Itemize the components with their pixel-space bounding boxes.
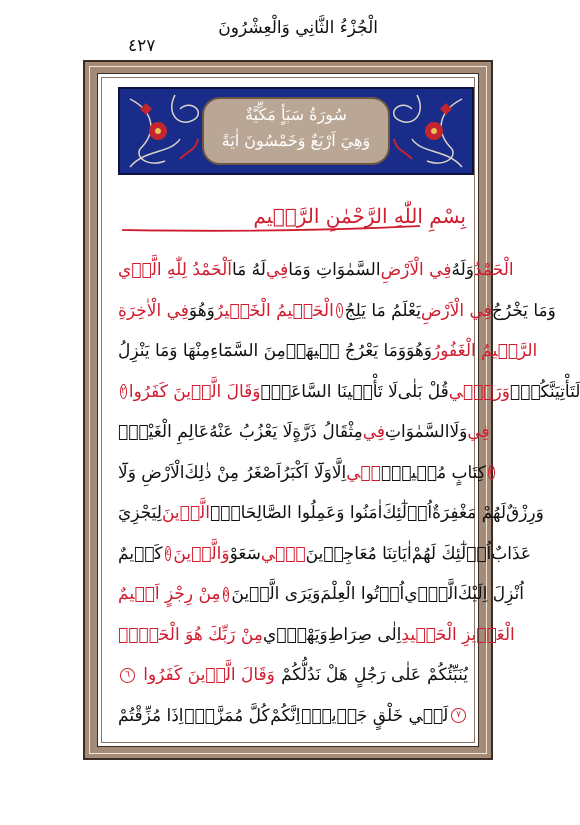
- verse-phrase: اٰمَنُوا وَعَمِلُوا الصَّالِحَاتِۜ: [209, 503, 383, 524]
- sura-verse-count: وَهِيَ اَرْبَعٌ وَخَمْسُونَ اٰيَةً: [221, 131, 371, 150]
- verse-phrase: قُلْ بَلٰى: [397, 381, 449, 402]
- verse-phrase: اَصْغَرُ مِنْ ذٰلِكَ: [184, 462, 282, 483]
- page-frame: [83, 60, 580, 760]
- highlighted-phrase: الْعَز۪يزِ الْحَم۪يدِ: [401, 624, 515, 645]
- verse-phrase: وَلَا: [449, 422, 468, 443]
- verse-line: [118, 331, 538, 372]
- verse-line: [118, 696, 468, 737]
- highlighted-phrase: وَالَّذ۪ينَ: [173, 543, 230, 564]
- sura-header-banner: [118, 87, 474, 175]
- juz-title: الْجُزْءُ الثَّانِي وَالْعِشْرُونَ: [218, 18, 378, 38]
- verse-phrase: لَهُمْ مَغْفِرَةٌ: [432, 503, 507, 524]
- verse-phrase: كَر۪يمٌ: [118, 543, 163, 564]
- highlighted-phrase: الْحَك۪يمُ الْخَب۪يرُ: [214, 300, 334, 321]
- verse-phrase: وَمَا يَخْرُجُ: [491, 300, 556, 321]
- verse-phrase: وَيَرَى الَّذ۪ينَ: [231, 584, 321, 605]
- verse-phrase: اِلٰى صِرَاطِ: [327, 624, 402, 645]
- verse-phrase: السَّمٰوَاتِ وَمَا: [288, 260, 381, 281]
- highlighted-phrase: فِي الْاَرْضِ: [380, 260, 452, 281]
- highlighted-phrase: مِنْ رِجْزٍ اَل۪يمٌ: [118, 584, 221, 605]
- highlighted-phrase: فِي الْاٰخِرَةِ: [118, 300, 189, 321]
- sura-title-cartouche: [202, 97, 390, 165]
- verse-phrase: اٰيَاتِنَا مُعَاجِز۪ينَ: [305, 543, 412, 564]
- verse-phrase: وَرِزْقٌ: [506, 503, 544, 524]
- highlighted-phrase: وَرَبّ۪ي: [448, 381, 510, 402]
- verse-phrase: اِذَا مُزِّقْتُمْ: [118, 705, 184, 726]
- highlighted-phrase: فِي الْاَرْضِ: [420, 300, 492, 321]
- basmala-line: [120, 200, 470, 240]
- ayah-number-marker: ٧: [451, 708, 466, 723]
- verse-phrase: يَعْلَمُ مَا يَلِجُ: [344, 300, 421, 321]
- verse-phrase: اِلَّا: [331, 462, 347, 483]
- highlighted-phrase: الْحَمْدُ: [473, 260, 514, 281]
- highlighted-phrase: الَّذ۪ينَ: [161, 503, 210, 524]
- verse-phrase: هَلْ نَدُلُّكُمْ: [281, 665, 348, 686]
- highlighted-phrase: ف۪ٓي: [260, 543, 306, 564]
- verse-phrase: عَذَابٌ: [491, 543, 532, 564]
- verse-phrase: يُنَبِّئُكُمْ: [427, 665, 468, 686]
- highlighted-phrase: الرَّح۪يمُ الْغَفُورُ: [432, 341, 538, 362]
- verse-phrase: لَهُ مَا: [231, 260, 266, 281]
- verse-phrase: وَمَا يَعْرُجُ ف۪يهَاۜ: [285, 341, 407, 362]
- verse-phrase: الْاَرْضِ وَلَٓا: [118, 462, 185, 483]
- verse-phrase: سَعَوْ: [229, 543, 261, 564]
- verse-phrase: وَلَهُ: [451, 260, 474, 281]
- page-number: ٤٢٧: [128, 36, 156, 56]
- highlighted-phrase: وَقَالَ الَّذ۪ينَ كَفَرُوا: [143, 665, 275, 686]
- verse-phrase: لَا يَعْزُبُ عَنْهُ: [209, 422, 293, 443]
- verse-phrase: وَيَهْد۪ٓي: [262, 624, 328, 645]
- verse-phrase: وَلَٓا اَكْبَرُ: [281, 462, 332, 483]
- verse-line: [118, 453, 494, 494]
- verse-line: [118, 412, 490, 453]
- verse-phrase: اُو۬لٰٓئِكَ: [382, 503, 433, 524]
- verse-phrase: مِنْهَا وَمَا يَنْزِلُ: [118, 341, 211, 362]
- verse-line: [118, 655, 468, 696]
- verse-phrase: وَهُوَ: [188, 300, 215, 321]
- verse-text-block: [118, 250, 580, 736]
- ayah-number-marker: ٢: [120, 384, 127, 399]
- text-panel: [97, 73, 580, 747]
- verse-phrase: اُو۬لٰٓئِكَ لَهُمْ: [411, 543, 492, 564]
- verse-line: [118, 534, 532, 575]
- verse-phrase: مِنَ السَّمَٓاءِ: [210, 341, 286, 362]
- ayah-number-marker: ١: [336, 303, 343, 318]
- verse-phrase: لِيَجْزِيَ: [118, 503, 162, 524]
- ayah-number-marker: ٦: [120, 668, 135, 683]
- verse-phrase: وَهُوَ: [406, 341, 433, 362]
- highlighted-phrase: وَقَالَ الَّذ۪ينَ كَفَرُوا: [128, 381, 261, 402]
- ayah-number-marker: ٤: [165, 546, 172, 561]
- verse-phrase: اُنْزِلَ اِلَيْكَ: [458, 584, 524, 605]
- verse-phrase: مِثْقَالُ ذَرَّةٍ: [292, 422, 363, 443]
- verse-line: [118, 615, 515, 656]
- verse-phrase: كِتَابٍ مُب۪ينٍۙ: [380, 462, 486, 483]
- verse-line: [118, 574, 524, 615]
- ayah-number-marker: ٣: [488, 465, 495, 480]
- verse-phrase: لَف۪ي خَلْقٍ جَد۪يدٍۚ: [301, 705, 449, 726]
- highlighted-phrase: فِي: [265, 260, 289, 281]
- sura-name: سُورَةُ سَبَأٍ مَكِّيَّةٌ: [245, 105, 347, 124]
- verse-line: [118, 291, 556, 332]
- verse-phrase: عَلٰى رَجُلٍ: [354, 665, 421, 686]
- verse-phrase: السَّمٰوَاتِ: [385, 422, 450, 443]
- verse-phrase: لَا تَأْت۪ينَا السَّاعَةُۜ: [260, 381, 398, 402]
- ayah-number-marker: ٥: [223, 587, 230, 602]
- verse-phrase: عَالِمِ الْغَيْبِۚ: [118, 422, 210, 443]
- highlighted-phrase: ف۪ي: [346, 462, 381, 483]
- verse-phrase: اِنَّكُمْ: [270, 705, 301, 726]
- highlighted-phrase: فِي: [467, 422, 490, 443]
- verse-phrase: الَّذ۪ٓي: [404, 584, 459, 605]
- verse-phrase: لَتَأْتِيَنَّكُمْۙ: [509, 381, 580, 402]
- basmala-text: بِسْمِ اللّٰهِ الرَّحْمٰنِ الرَّح۪يمِ: [253, 204, 466, 228]
- verse-line: [118, 250, 514, 291]
- verse-phrase: كُلَّ مُمَزَّقٍۙ: [184, 705, 270, 726]
- highlighted-phrase: فِي: [362, 422, 386, 443]
- verse-line: [118, 493, 544, 534]
- highlighted-phrase: اَلْحَمْدُ لِلّٰهِ الَّذ۪ي: [118, 260, 232, 281]
- highlighted-phrase: مِنْ رَبِّكَ هُوَ الْحَقَّۙ: [118, 624, 263, 645]
- verse-line: [118, 372, 580, 413]
- verse-phrase: اُو۫تُوا الْعِلْمَ: [320, 584, 405, 605]
